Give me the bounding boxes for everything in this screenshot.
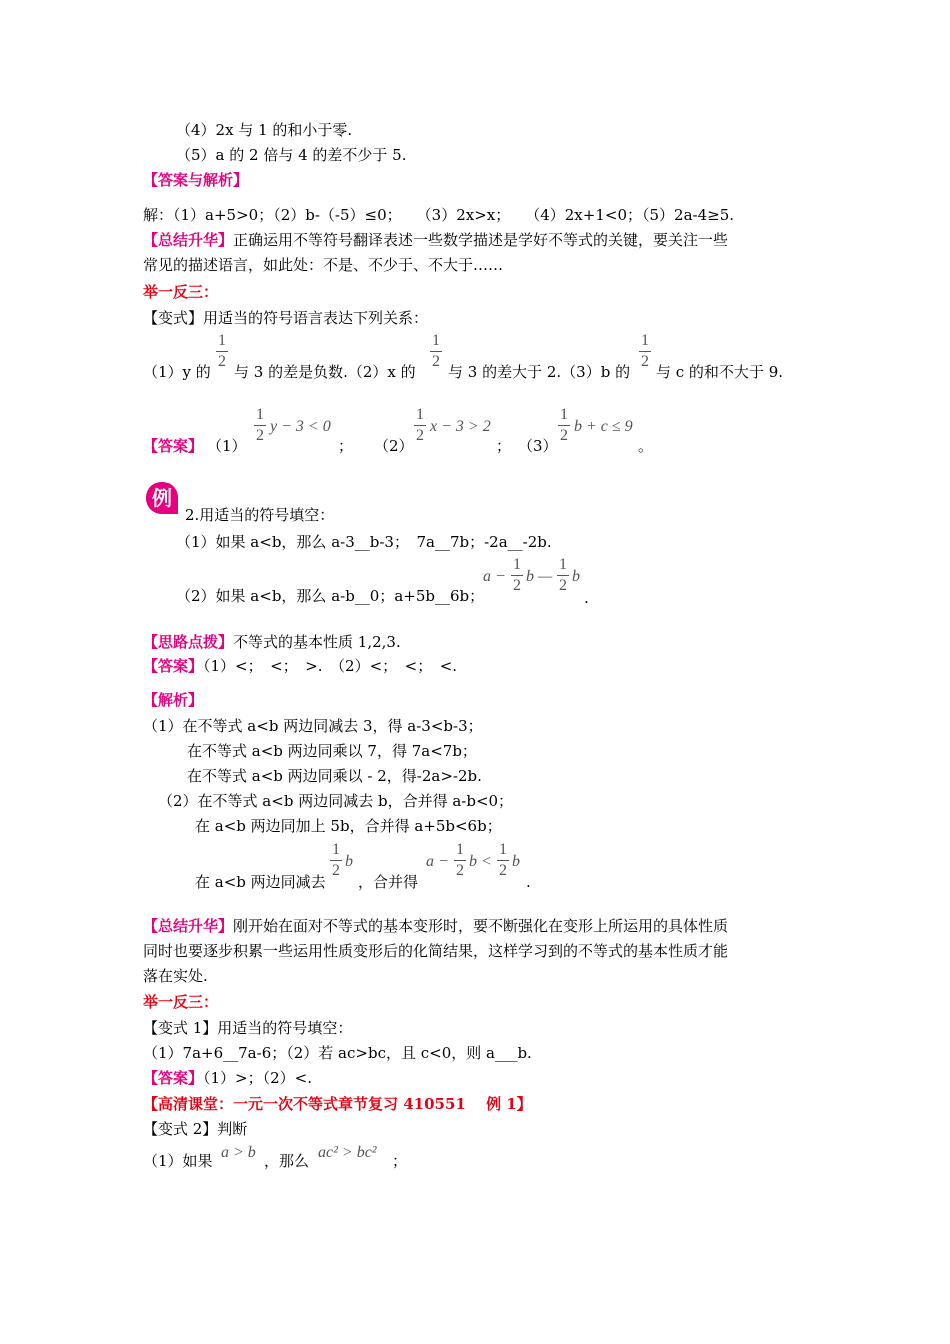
fraction-denominator: 2 [332,862,340,879]
summary-1 [143,230,728,250]
variant-title: 【变式】用适当的符号语言表达下列关系： [143,309,429,327]
expr-mid: b — [526,568,553,585]
fraction-half [330,841,342,880]
summary-tag: 【总结升华】 [143,917,234,935]
variant-q-part2: 与 3 的差是负数.（2）x 的 [234,363,416,381]
summary-2-line2: 同时也要逐步积累一些运用性质变形后的化简结果，这样学习到的不等式的基本性质才能 [143,942,729,960]
answer-text: （1）>；（2）<. [203,1069,313,1087]
analysis-line-5: 在 a<b 两边同加上 5b，合并得 a+5b<6b； [195,817,502,835]
fraction-half [557,556,569,595]
analysis-line-2: 在不等式 a<b 两边同乘以 7，得 7a<7b； [187,742,477,760]
fraction-denominator: 2 [432,353,440,370]
analysis-tag: 【解析】 [143,691,204,709]
example-2-q1: （1）如果 a<b，那么 a-3__b-3； 7a__7b；-2a__-2b. [176,533,552,551]
fraction-half [497,841,509,880]
fraction-numerator: 1 [256,406,264,423]
expr-pre: a − [426,853,449,870]
expr-post: b [512,853,520,870]
item-4: （4）2x 与 1 的和小于零. [176,121,353,139]
variant-2-q1-end: ； [392,1152,408,1170]
fraction-half [216,332,228,371]
solution-line: 解：（1）a+5>0；（2）b-（-5）≤0； （3）2x>x； （4）2x+1<0；（5）2a-4≥5. [143,206,735,224]
answer-expr-3: b + c ≤ 9 [574,418,633,435]
summary-tag: 【总结升华】 [143,231,234,249]
answer-part1-label: （1） [207,437,247,455]
answer-tag: 【答案】 [143,437,204,455]
answer-analysis-heading: 【答案与解析】 [143,171,249,189]
expr-mid: b < [469,853,492,870]
variant-1-question: （1）7a+6__7a-6；（2）若 ac>bc，且 c<0，则 a___b. [143,1044,532,1062]
fraction-numerator: 1 [456,841,464,858]
answer-2-line [143,656,457,676]
fraction-denominator: 2 [416,427,424,444]
variant-q-part4: 与 c 的和不大于 9. [656,363,784,381]
fraction-denominator: 2 [456,862,464,879]
fraction-denominator: 2 [218,353,226,370]
fraction-numerator: 1 [513,556,521,573]
fraction-numerator: 1 [218,332,226,349]
variant-2-q1-b: ，那么 [264,1152,310,1170]
answer-expr-1: y − 3 < 0 [270,418,331,435]
fraction-denominator: 2 [499,862,507,879]
fraction-denominator: 2 [641,353,649,370]
analysis-line-4: （2）在不等式 a<b 两边同减去 b，合并得 a-b<0； [158,792,514,810]
fraction-numerator: 1 [332,841,340,858]
answer-text: （1）<； <； >. （2）<； <； <. [203,657,458,675]
hint-text: 不等式的基本性质 1,2,3. [233,633,401,651]
fraction-denominator: 2 [256,427,264,444]
hint-tag: 【思路点拨】 [143,633,234,651]
fraction-half [558,406,570,445]
conclusion-expr: ac² > bc² [318,1144,377,1161]
expr-pre: a − [483,568,506,585]
separator: ； [496,437,512,455]
fraction-numerator: 1 [499,841,507,858]
hint-line [143,632,401,652]
analysis-line-6-end: . [526,873,531,891]
condition-expr: a > b [221,1144,256,1161]
fraction-half [254,406,266,445]
expr-post: b [572,568,580,585]
fraction-numerator: 1 [432,332,440,349]
practice-heading-2: 举一反三： [143,993,219,1011]
analysis-line-6a: 在 a<b 两边同减去 [195,873,326,891]
badge-glyph: 例 [152,486,172,510]
answer-tag: 【答案】 [143,657,204,675]
answer-tag: 【答案】 [143,1069,204,1087]
expr-b: b [345,853,353,870]
answer-end: 。 [638,437,654,455]
summary-text: 刚开始在面对不等式的基本变形时，要不断强化在变形上所运用的具体性质 [233,917,729,935]
fraction-denominator: 2 [513,577,521,594]
answer-part2-label: （2） [374,437,414,455]
answer-expr-2: x − 3 > 2 [430,418,491,435]
fraction-denominator: 2 [560,427,568,444]
fraction-half [639,332,651,371]
practice-heading-1: 举一反三： [143,283,219,301]
variant-2-q1-a: （1）如果 [143,1152,213,1170]
hd-class-link[interactable]: 【高清课堂：一元一次不等式章节复习 410551 例 1】 [143,1095,532,1113]
fraction-half [414,406,426,445]
answer-part3-label: （3） [518,437,558,455]
fraction-half [430,332,442,371]
variant-1-title: 【变式 1】用适当的符号填空： [143,1019,353,1037]
fraction-half [511,556,523,595]
fraction-numerator: 1 [559,556,567,573]
expr-end: . [584,589,589,607]
variant-q-part3: 与 3 的差大于 2.（3）b 的 [448,363,631,381]
summary-2 [143,916,728,936]
example-badge-icon [144,480,180,516]
fraction-half [454,841,466,880]
item-5: （5）a 的 2 倍与 4 的差不少于 5. [176,146,407,164]
fraction-numerator: 1 [641,332,649,349]
variant-2-title: 【变式 2】判断 [143,1120,248,1138]
variant-q-part1: （1）y 的 [143,363,211,381]
summary-text: 正确运用不等符号翻译表述一些数学描述是学好不等式的关键，要关注一些 [233,231,729,249]
answer-3-line [143,1068,312,1088]
summary-2-line3: 落在实处. [143,967,208,985]
example-2-title: 2.用适当的符号填空： [185,506,335,524]
fraction-denominator: 2 [559,577,567,594]
analysis-line-3: 在不等式 a<b 两边同乘以 - 2，得-2a>-2b. [187,767,482,785]
analysis-line-6b: ，合并得 [358,873,419,891]
example-2-q2: （2）如果 a<b，那么 a-b__0；a+5b__6b； [176,587,485,605]
fraction-numerator: 1 [416,406,424,423]
summary-1-line2: 常见的描述语言，如此处：不是、不少于、不大于…… [143,256,504,274]
fraction-numerator: 1 [560,406,568,423]
separator: ； [338,437,354,455]
analysis-line-1: （1）在不等式 a<b 两边同减去 3，得 a-3<b-3； [143,717,483,735]
